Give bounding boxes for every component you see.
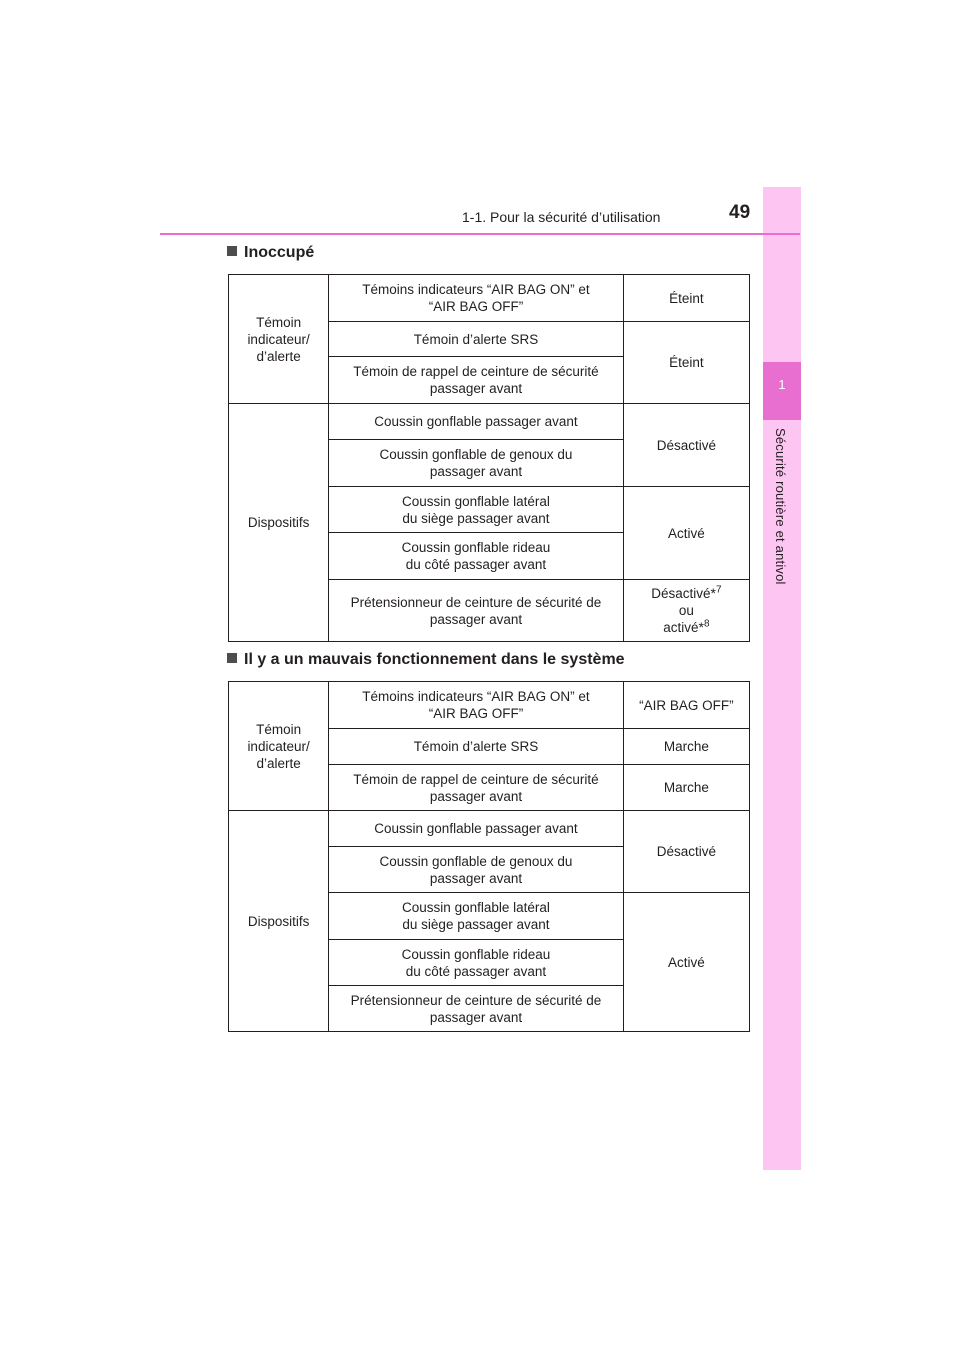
table-row (229, 275, 750, 322)
item-cell: Coussin gonflable passager avant (329, 404, 624, 440)
state-cell: Désactivé*$^7$ ou activé*$^8$ (623, 580, 749, 642)
item-cell: Témoins indicateurs “AIR BAG ON” et “AIR BAG OFF” (329, 682, 624, 729)
state-cell: Désactivé (623, 404, 749, 487)
square-bullet-icon (227, 653, 237, 663)
state-cell: Marche (623, 765, 749, 811)
section-heading-text: Inoccupé (244, 244, 315, 261)
section-heading-text: Il y a un mauvais fonctionnement dans le système (244, 651, 625, 668)
footnote-ref[interactable]: 8 (703, 618, 710, 630)
group-label-cell: Témoin indicateur/ d’alerte (229, 275, 329, 404)
item-cell: Témoin de rappel de ceinture de sécurité passager avant (329, 357, 624, 404)
item-cell: Coussin gonflable rideau du côté passager avant (329, 533, 624, 580)
item-cell: Témoin d’alerte SRS (329, 729, 624, 765)
table-unoccupied (228, 274, 750, 642)
state-cell: Marche (623, 729, 749, 765)
running-header-title: 1-1. Pour la sécurité d’utilisation (462, 209, 661, 225)
group-label-cell: Dispositifs (229, 811, 329, 1032)
item-cell: Témoin de rappel de ceinture de sécurité passager avant (329, 765, 624, 811)
section-heading-inoccupe (227, 244, 314, 262)
item-cell: Coussin gonflable de genoux du passager avant (329, 847, 624, 893)
item-cell: Prétensionneur de ceinture de sécurité de passager avant (329, 580, 624, 642)
state-cell: Désactivé (623, 811, 749, 893)
item-cell: Coussin gonflable rideau du côté passager avant (329, 940, 624, 986)
state-cell: Éteint (623, 275, 749, 322)
item-cell: Témoin d’alerte SRS (329, 322, 624, 357)
state-cell: Activé (623, 487, 749, 580)
group-label-cell: Témoin indicateur/ d’alerte (229, 682, 329, 811)
chapter-side-band (763, 187, 801, 1170)
header-rule (160, 233, 800, 235)
item-cell: Coussin gonflable latéral du siège passager avant (329, 893, 624, 940)
state-cell: Éteint (623, 322, 749, 404)
footnote-star-icon: * (710, 585, 716, 601)
state-cell: Activé (623, 893, 749, 1032)
group-label-cell: Dispositifs (229, 404, 329, 642)
section-heading-malfunction (227, 651, 625, 669)
item-cell: Prétensionneur de ceinture de sécurité de passager avant (329, 986, 624, 1032)
footnote-star-icon: * (698, 619, 704, 635)
page-number: 49 (729, 202, 751, 223)
item-cell: Coussin gonflable passager avant (329, 811, 624, 847)
footnote-ref[interactable]: 7 (715, 584, 722, 596)
table-row (229, 404, 750, 440)
table-row (229, 682, 750, 729)
item-cell: Témoins indicateurs “AIR BAG ON” et “AIR BAG OFF” (329, 275, 624, 322)
item-cell: Coussin gonflable de genoux du passager avant (329, 440, 624, 487)
item-cell: Coussin gonflable latéral du siège passager avant (329, 487, 624, 533)
table-malfunction (228, 681, 750, 1032)
chapter-number: 1 (778, 377, 786, 392)
chapter-label: Sécurité routière et antivol (773, 428, 788, 585)
state-cell: “AIR BAG OFF” (623, 682, 749, 729)
table-row (229, 811, 750, 847)
square-bullet-icon (227, 246, 237, 256)
